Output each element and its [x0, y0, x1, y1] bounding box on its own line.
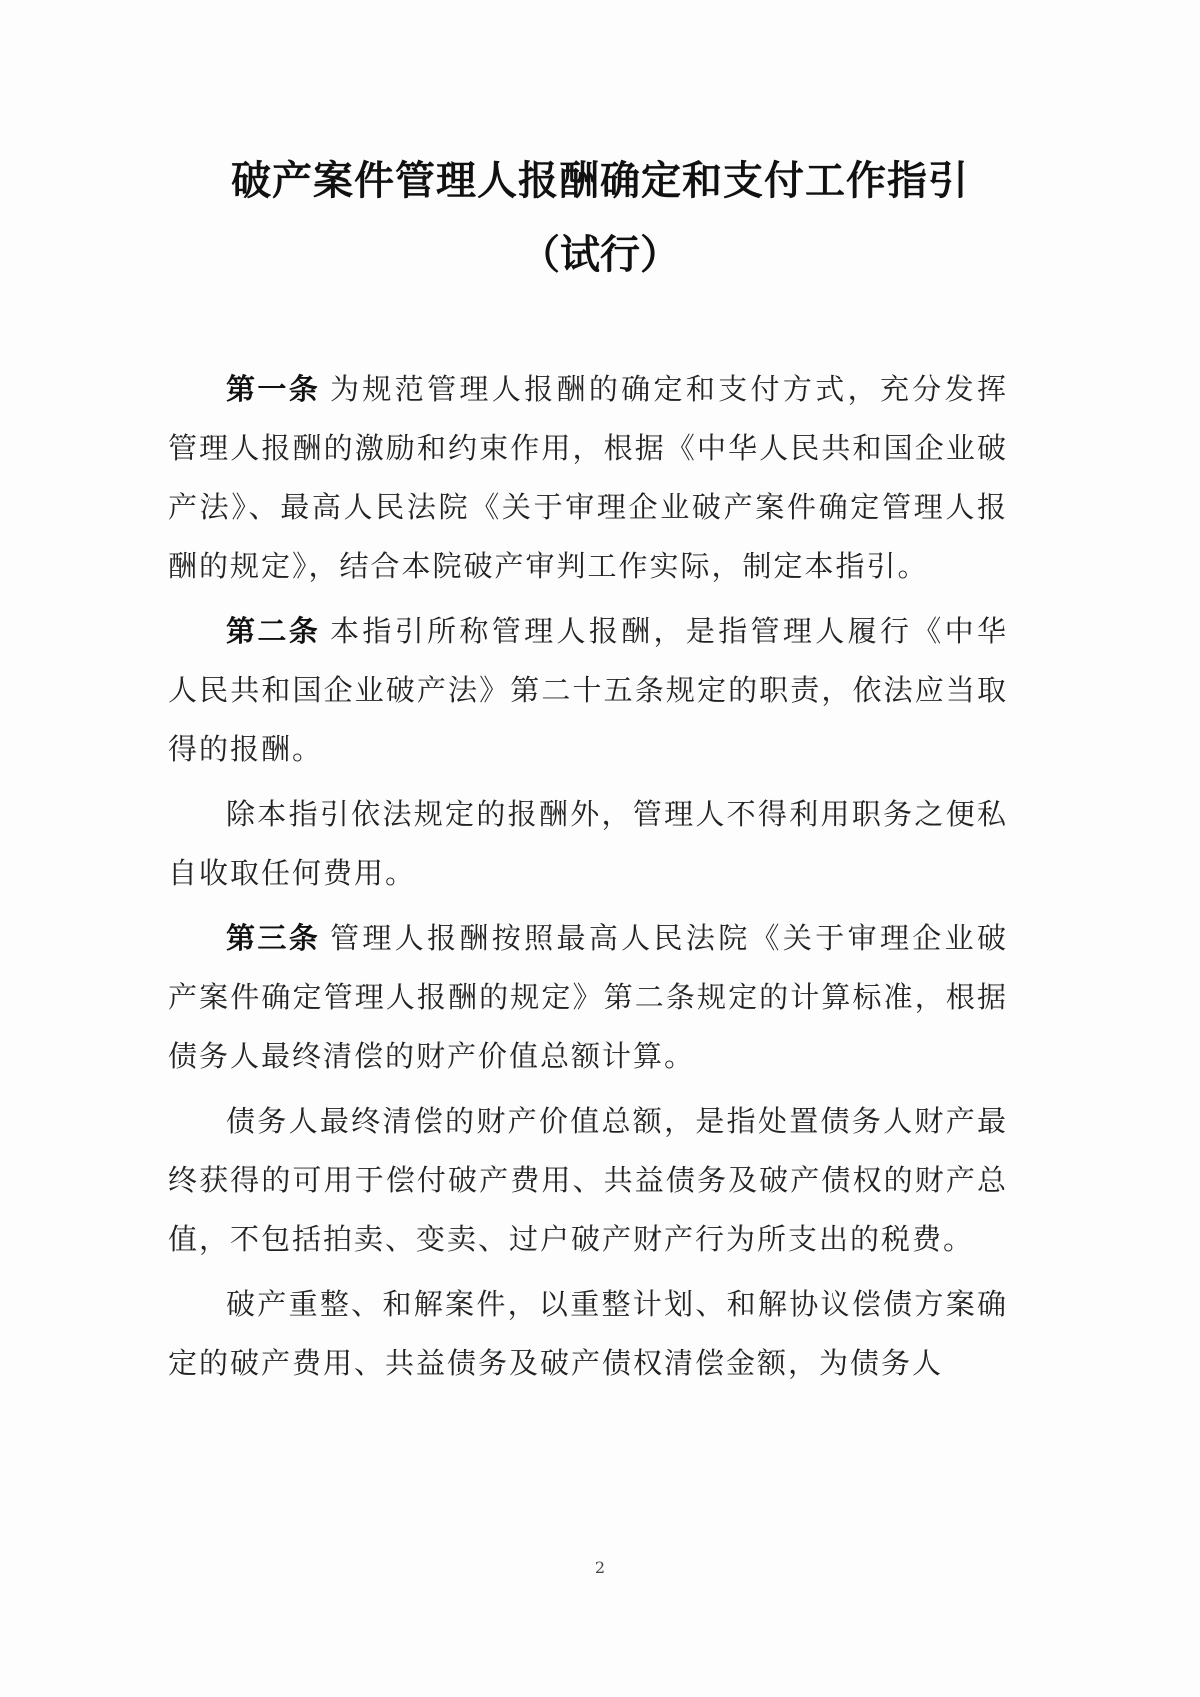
paragraph-article-2-clause-2: [168, 785, 1008, 903]
article-label: 第二条: [226, 614, 321, 648]
document-title: 破产案件管理人报酬确定和支付工作指引: [231, 157, 969, 204]
paragraph-text: 为规范管理人报酬的确定和支付方式，充分发挥管理人报酬的激励和约束作用，根据《中华人民共和国企业破产法》、最高人民法院《关于审理企业破产案件确定管理人报酬的规定》，结合本院破产审判工作实际，制定本指引。: [168, 372, 1008, 583]
paragraph-article-3-clause-2: [168, 1092, 1008, 1269]
page-number: 2: [594, 1558, 606, 1577]
article-label: 第一条: [226, 372, 321, 406]
paragraph-article-3-clause-3: [168, 1275, 1008, 1393]
paragraph-article-3: [168, 909, 1008, 1086]
title-block: [0, 148, 1200, 288]
paragraph-text: 本指引所称管理人报酬，是指管理人履行《中华人民共和国企业破产法》第二十五条规定的职责，依法应当取得的报酬。: [168, 614, 1008, 766]
paragraph-text: 破产重整、和解案件，以重整计划、和解协议偿债方案确定的破产费用、共益债务及破产债权清偿金额，为债务人: [168, 1287, 1008, 1380]
paragraph-text: 债务人最终清偿的财产价值总额，是指处置债务人财产最终获得的可用于偿付破产费用、共益债务及破产债权的财产总值，不包括拍卖、变卖、过户破产财产行为所支出的税费。: [168, 1104, 1008, 1256]
paragraph-article-2: [168, 602, 1008, 779]
document-body: [168, 360, 1008, 1393]
article-label: 第三条: [226, 921, 321, 955]
paragraph-text: 除本指引依法规定的报酬外，管理人不得利用职务之便私自收取任何费用。: [168, 797, 1008, 890]
paragraph-article-1: [168, 360, 1008, 596]
paragraph-text: 管理人报酬按照最高人民法院《关于审理企业破产案件确定管理人报酬的规定》第二条规定的计算标准，根据债务人最终清偿的财产价值总额计算。: [168, 921, 1008, 1073]
document-subtitle: （试行）: [520, 231, 680, 278]
